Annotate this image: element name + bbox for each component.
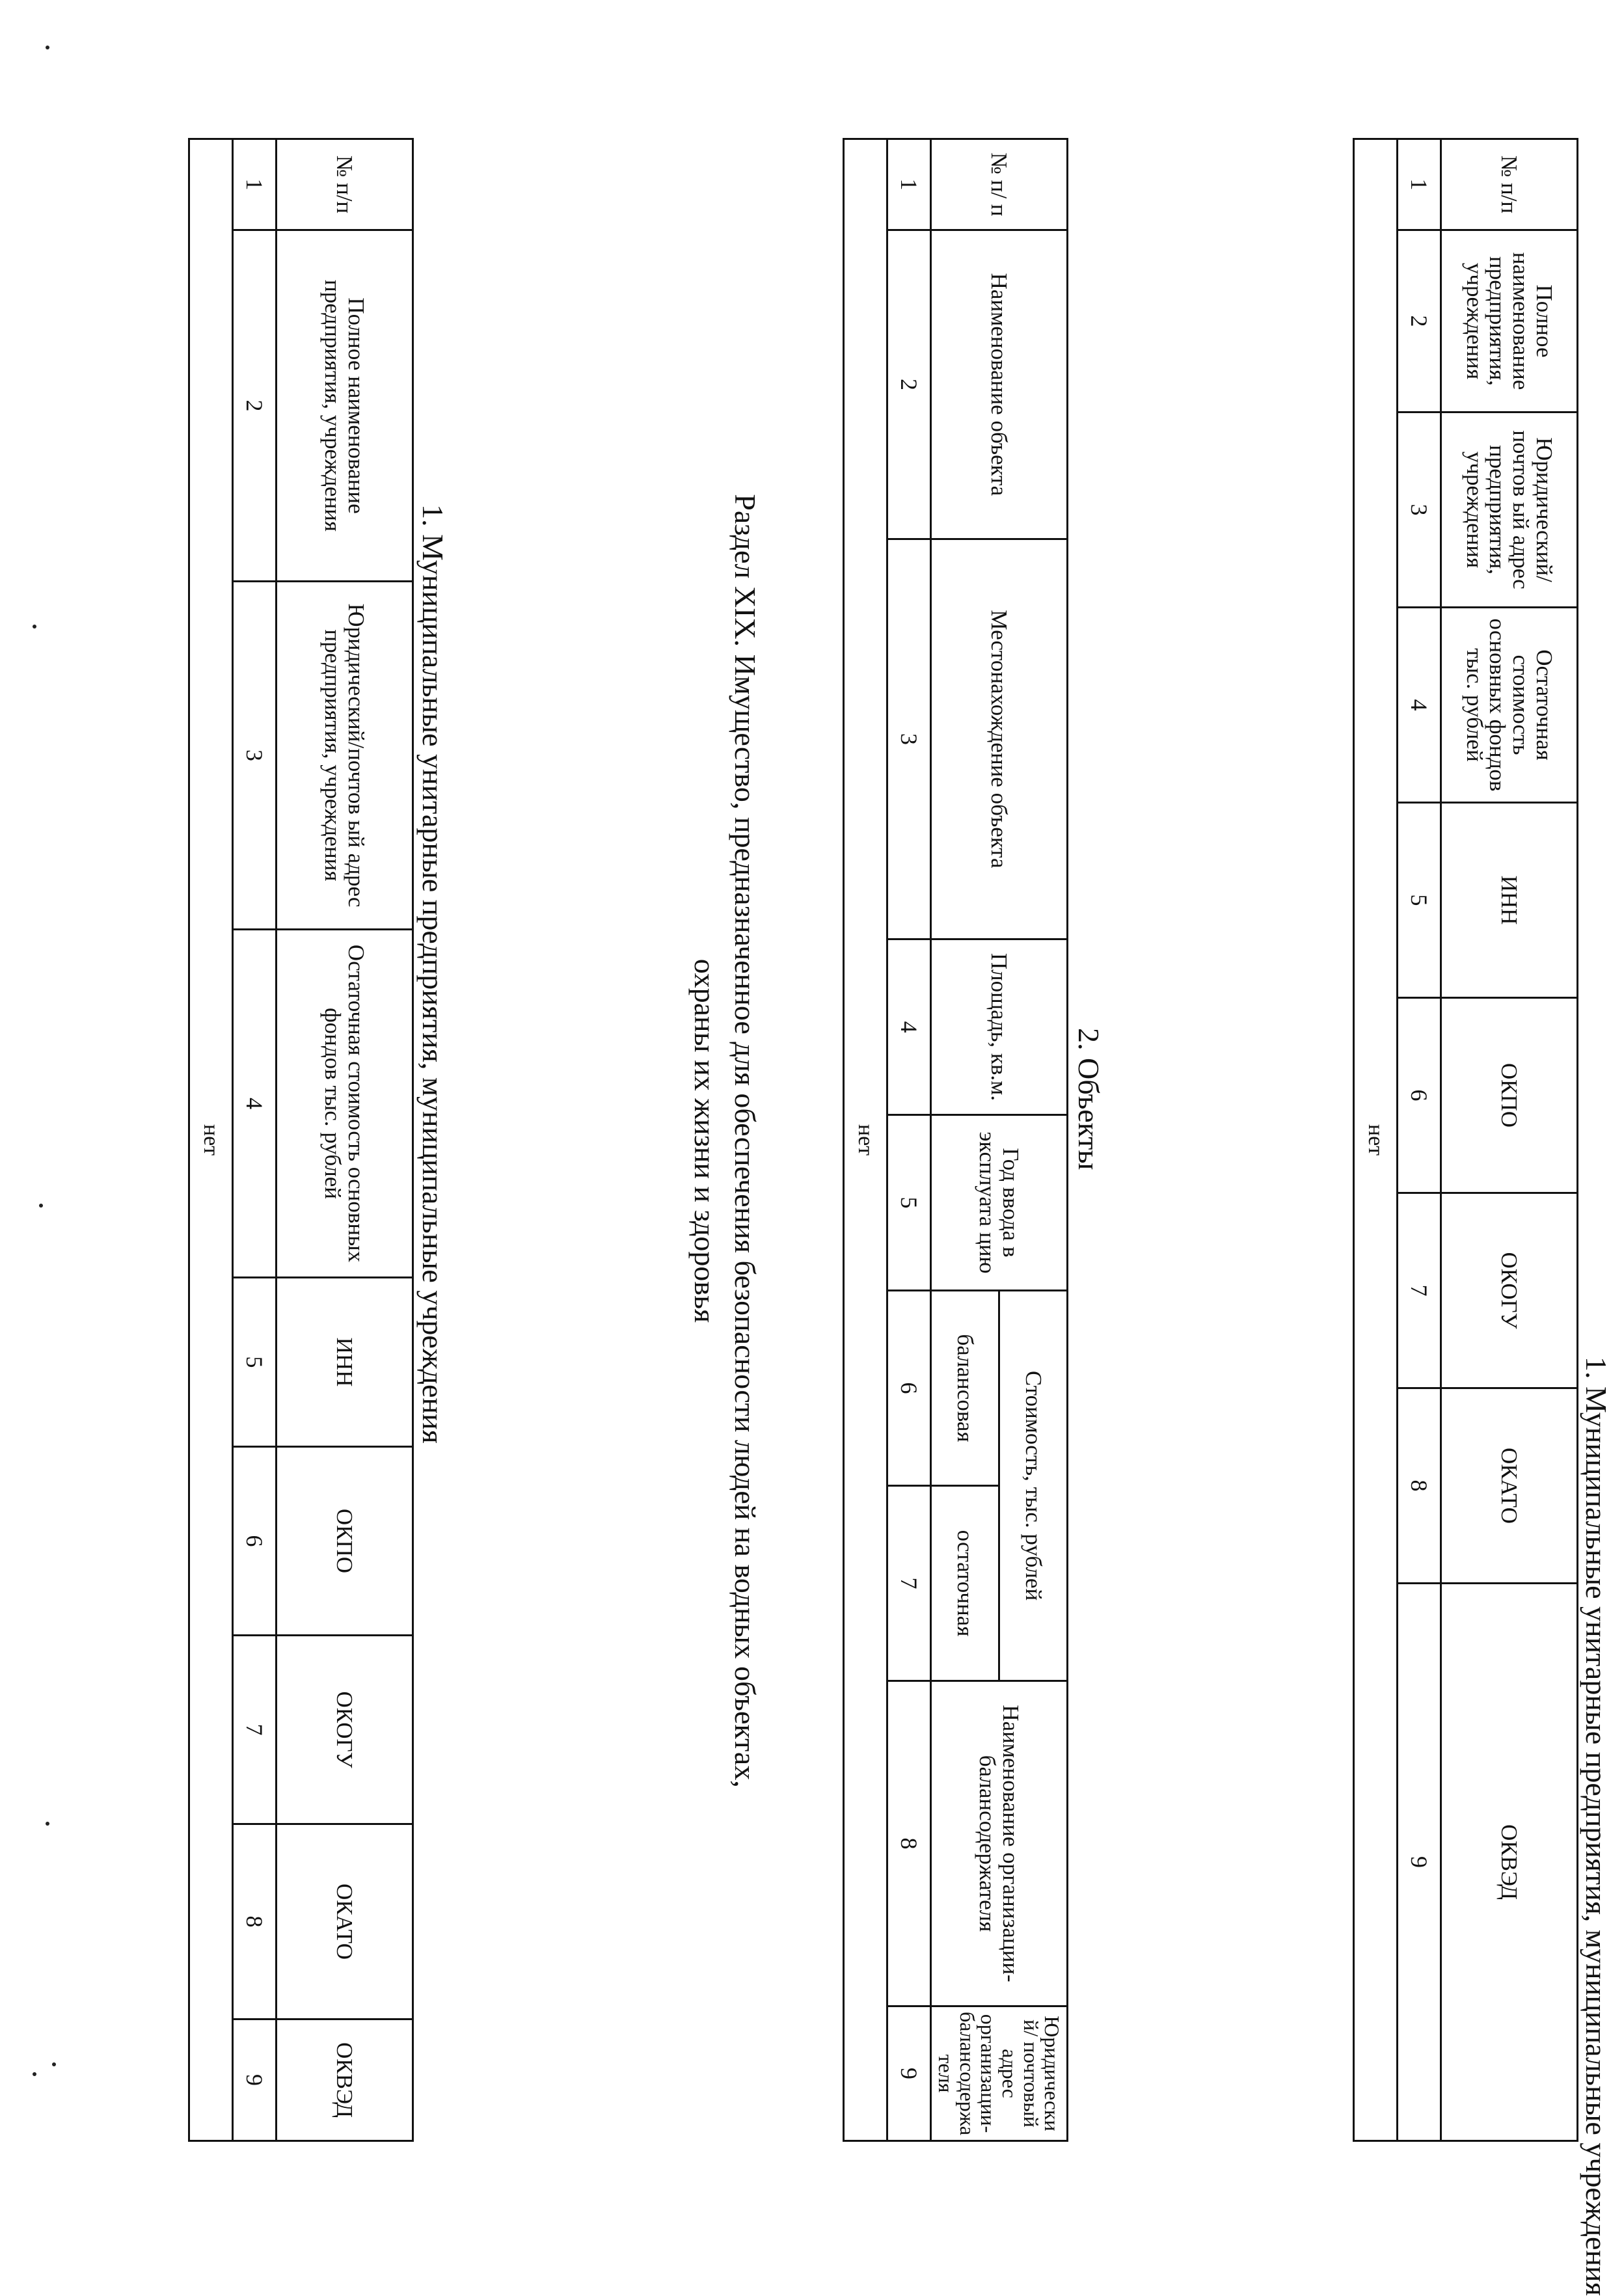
- table3-header-num: № п/п: [277, 139, 413, 230]
- scan-speck: [52, 2062, 56, 2066]
- table3-header-residual-cost: Остаточная стоимость основных фондов тыс. рублей: [277, 930, 413, 1278]
- table2-col-number: 9: [887, 2006, 931, 2141]
- table3-col-number: 5: [233, 1278, 277, 1447]
- table2-header-location: Местонахождение объекта: [931, 539, 1068, 939]
- table2: [843, 138, 1068, 2142]
- table3-col-number: 1: [233, 139, 277, 230]
- table2-header-name: Наименование объекта: [931, 230, 1068, 539]
- table2-col-number: 8: [887, 1681, 931, 2006]
- table3-header-name: Полное наименование предприятия, учреждения: [277, 230, 413, 582]
- table1-col-number: 8: [1398, 1388, 1441, 1584]
- table3-empty-row: нет: [189, 139, 233, 2141]
- table2-header-balance: балансовая: [931, 1291, 999, 1486]
- table1-header-residual-cost: Остаточная стоимость основных фондов тыс. рублей: [1441, 608, 1578, 803]
- table1-empty-row: нет: [1354, 139, 1398, 2141]
- table1-col-number: 9: [1398, 1584, 1441, 2141]
- section-title-line2: охраны их жизни и здоровья: [688, 958, 722, 1323]
- table3-col-number: 4: [233, 930, 277, 1278]
- table3-col-number: 6: [233, 1447, 277, 1636]
- table1-col-number: 7: [1398, 1193, 1441, 1388]
- table2-header-year: Год ввода в эксплуата цию: [931, 1115, 1068, 1291]
- table1-col-number: 3: [1398, 412, 1441, 608]
- scan-speck: [39, 1204, 43, 1208]
- table3-header-address: Юридический/почтов ый адрес предприятия, учреждения: [277, 582, 413, 930]
- table1: [1353, 138, 1578, 2142]
- table2-header-residual: остаточная: [931, 1486, 999, 1681]
- table1-title: 1. Муниципальные унитарные предприятия, муниципальные учреждения: [1580, 1357, 1613, 2296]
- table2-empty-row: нет: [844, 139, 887, 2141]
- table3: [188, 138, 414, 2142]
- table2-col-number: 5: [887, 1115, 931, 1291]
- scan-speck: [46, 46, 49, 49]
- table2-col-number: 3: [887, 539, 931, 939]
- table3-title: 1. Муниципальные унитарные предприятия, муниципальные учреждения: [416, 504, 450, 1444]
- table2-col-number: 4: [887, 939, 931, 1115]
- table3-col-number: 3: [233, 582, 277, 930]
- table3-col-number: 7: [233, 1636, 277, 1824]
- table3-col-number: 9: [233, 2019, 277, 2141]
- table2-header-org-name: Наименование организации- балансодержателя: [931, 1681, 1068, 2006]
- table2-header-org-address: Юридический/ почтовый адрес организации- балансодержателя: [931, 2006, 1068, 2141]
- table1-col-number: 1: [1398, 139, 1441, 230]
- table2-col-number: 1: [887, 139, 931, 230]
- section-title-line1: Раздел XIX. Имущество, предназначенное для обеспечения безопасности людей на водных объектах,: [729, 494, 762, 1788]
- table2-header-num: № п/ п: [931, 139, 1068, 230]
- table1-header-inn: ИНН: [1441, 803, 1578, 998]
- table1-header-okato: ОКАТО: [1441, 1388, 1578, 1584]
- table3-col-number: 2: [233, 230, 277, 582]
- table2-col-number: 7: [887, 1486, 931, 1681]
- scan-speck: [46, 1822, 49, 1826]
- table3-header-okato: ОКАТО: [277, 1824, 413, 2019]
- table3-col-number: 8: [233, 1824, 277, 2019]
- table1-col-number: 5: [1398, 803, 1441, 998]
- table2-col-number: 2: [887, 230, 931, 539]
- table1-col-number: 4: [1398, 608, 1441, 803]
- table3-header-inn: ИНН: [277, 1278, 413, 1447]
- table1-col-number: 2: [1398, 230, 1441, 412]
- table2-col-number: 6: [887, 1291, 931, 1486]
- table2-title: 2. Объекты: [1072, 1028, 1105, 1170]
- table1-header-okved: ОКВЭД: [1441, 1584, 1578, 2141]
- table1-header-num: № п/п: [1441, 139, 1578, 230]
- table3-header-okogu: ОКОГУ: [277, 1636, 413, 1824]
- table3-header-okpo: ОКПО: [277, 1447, 413, 1636]
- scan-speck: [33, 2072, 36, 2076]
- table1-header-okpo: ОКПО: [1441, 998, 1578, 1193]
- table1-header-okogu: ОКОГУ: [1441, 1193, 1578, 1388]
- table2-header-cost: Стоимость, тыс. рублей: [999, 1291, 1068, 1681]
- scan-speck: [33, 625, 36, 628]
- table1-header-address: Юридический/почтов ый адрес предприятия, учреждения: [1441, 412, 1578, 608]
- table2-header-area: Площадь, кв.м.: [931, 939, 1068, 1115]
- table1-col-number: 6: [1398, 998, 1441, 1193]
- section-title: [684, 0, 765, 2282]
- table3-header-okved: ОКВЭД: [277, 2019, 413, 2141]
- table1-header-name: Полное наименование предприятия, учреждения: [1441, 230, 1578, 412]
